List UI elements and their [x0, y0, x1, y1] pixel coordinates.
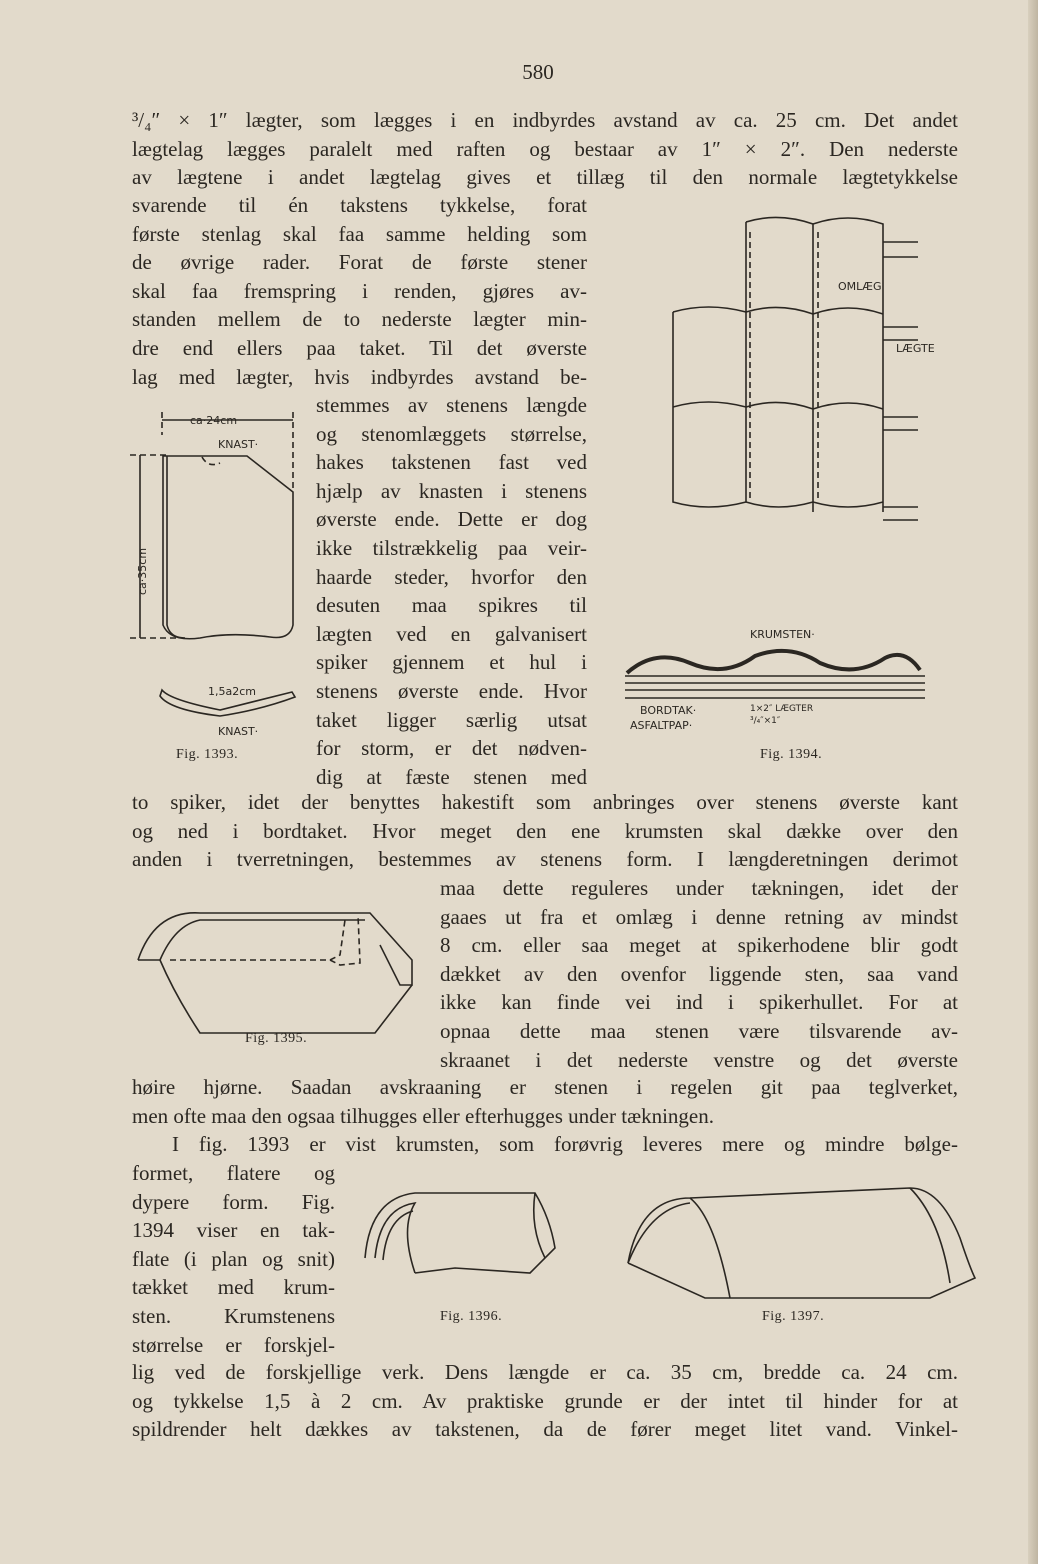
figure-1395-caption: Fig. 1395. [245, 1031, 308, 1046]
text-line: skal faa fremspring i renden, gjøres av- [132, 278, 587, 303]
text-line: de øvrige rader. Forat de første stener [132, 250, 587, 275]
text-line: stenens øverste ende. Hvor [316, 678, 587, 703]
figure-1394-section-drawing [615, 628, 935, 732]
text-line: tækket med krum- [132, 1275, 335, 1300]
text-line: sten. Krumstenens [132, 1303, 335, 1328]
text-line: og stenomlæggets størrelse, [316, 421, 587, 446]
text-line: hakes takstenen fast ved [316, 450, 587, 475]
laegter-label: 1×2″ LÆGTER [750, 704, 814, 714]
figure-1394-caption: Fig. 1394. [760, 747, 823, 762]
text-line: I fig. 1393 er vist krumsten, som forøvrig leveres mere og mindre bølge- [172, 1132, 958, 1157]
text-block-left-upper [132, 191, 587, 391]
width-label: ca·24cm [190, 414, 238, 427]
text-line: haarde steder, hvorfor den [316, 564, 587, 589]
knast-label: KNAST· [218, 438, 259, 451]
text-line: spildrender helt dækkes av takstenen, da de fører meget litet vand. Vinkel- [132, 1417, 958, 1442]
text-line: 8 cm. eller saa meget at spikerhodene blir godt [440, 933, 958, 958]
text-line: men ofte maa den ogsaa tilhugges eller efterhugges under tækningen. [132, 1103, 714, 1128]
figure-1394-plan-drawing [668, 212, 938, 532]
text-line: dre end ellers paa taket. Til det øverste [132, 335, 587, 360]
text-line: stemmes av stenens længde [316, 393, 587, 417]
text-line: ikke kan finde vei ind i spikerhullet. For at [440, 990, 958, 1015]
text-line: 1394 viser en tak- [132, 1218, 335, 1243]
laegter-small-label: ³/₄″×1″ [750, 716, 781, 726]
text-line: høire hjørne. Saadan avskraaning er stenen i regelen git paa teglverket, [132, 1075, 958, 1099]
asfaltpap-label: ASFALTPAP· [630, 719, 693, 732]
text-line: standen mellem de to nederste lægter min- [132, 307, 587, 332]
text-line: spiker gjennem et hul i [316, 650, 587, 675]
text-line: av lægtene i andet lægtelag gives et tillæg til den normale lægtetykkelse [132, 165, 958, 190]
text-line: for storm, er det nødven- [316, 736, 587, 761]
figure-1395-drawing [130, 905, 425, 1045]
text-line: lægtelag lægges paralelt med raften og bestaar av 1″ × 2″. Den nederste [132, 136, 958, 161]
text-block-top [132, 106, 958, 192]
text-line: gaaes ut fra et omlæg i denne retning av mindst [440, 904, 958, 929]
text-line: dig at fæste stenen med [316, 764, 587, 789]
text-line: ikke tilstrækkelig paa veir- [316, 535, 587, 560]
figure-1396-caption: Fig. 1396. [440, 1309, 503, 1324]
text-line: og tykkelse 1,5 à 2 cm. Av praktiske grunde er der intet til hinder for at [132, 1388, 958, 1413]
figure-1393-caption: Fig. 1393. [176, 747, 239, 762]
text-line: lag med lægter, hvis indbyrdes avstand be- [132, 364, 587, 389]
text-block-bottom [132, 1358, 958, 1444]
text-line: øverste ende. Dette er dog [316, 507, 587, 532]
bordtak-label: BORDTAK· [640, 704, 697, 717]
text-line: opnaa dette maa stenen være tilsvarende av- [440, 1018, 958, 1043]
text-line: hjælp av knasten i stenens [316, 478, 587, 503]
page-edge [1028, 0, 1038, 1564]
text-line: størrelse er forskjel- [132, 1332, 335, 1357]
text-line: anden i tverretningen, bestemmes av stenens form. I længderetningen derimot [132, 847, 958, 872]
text-line: ³/₄″ × 1″ lægter, som lægges i en indbyrdes avstand av ca. 25 cm. Det andet [132, 108, 958, 132]
text-line: flate (i plan og snit) [132, 1246, 335, 1271]
text-line: skraanet i det nederste venstre og det øverste [440, 1047, 958, 1072]
text-block-mid [132, 788, 958, 874]
krumsten-label: KRUMSTEN· [750, 628, 815, 641]
text-block-left-lower [132, 1159, 335, 1359]
text-line: og ned i bordtaket. Hvor meget den ene krumsten skal dække over den [132, 818, 958, 843]
text-line: formet, flatere og [132, 1161, 335, 1185]
figure-1397-caption: Fig. 1397. [762, 1309, 825, 1324]
omlaeg-label: OMLÆG [838, 280, 882, 293]
thickness-label: 1,5a2cm [208, 685, 256, 698]
text-line: maa dette reguleres under tækningen, idet der [440, 876, 958, 900]
text-block-narrow [316, 391, 587, 791]
text-line: lig ved de forskjellige verk. Dens længde er ca. 35 cm, bredde ca. 24 cm. [132, 1360, 958, 1384]
figure-1397-drawing [620, 1178, 980, 1308]
figure-1393-drawing [130, 400, 310, 760]
text-block-full [132, 1073, 958, 1159]
height-label: ca·35cm [136, 547, 149, 595]
text-line: dypere form. Fig. [132, 1189, 335, 1214]
text-line: desuten maa spikres til [316, 593, 587, 618]
knast-bottom-label: KNAST· [218, 725, 259, 738]
text-line: taket ligger særlig utsat [316, 707, 587, 732]
text-line: svarende til én takstens tykkelse, forat [132, 193, 587, 217]
text-line: dækket av den ovenfor liggende sten, saa vand [440, 961, 958, 986]
page-number: 580 [522, 60, 554, 84]
text-block-right [440, 874, 958, 1074]
laegte-label: LÆGTE [896, 342, 935, 355]
text-line: første stenlag skal faa samme helding som [132, 221, 587, 246]
figure-1396-drawing [355, 1178, 560, 1303]
text-line: lægten ved en galvanisert [316, 621, 587, 646]
text-line: to spiker, idet der benyttes hakestift som anbringes over stenens øverste kant [132, 790, 958, 814]
